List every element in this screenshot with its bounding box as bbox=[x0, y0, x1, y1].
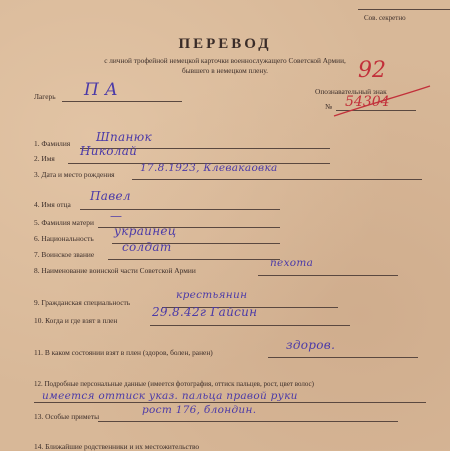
field-11-value: здоров. bbox=[286, 338, 336, 352]
field-6-label: 6. Национальность bbox=[34, 234, 94, 243]
field-13-rule bbox=[98, 421, 398, 422]
id-number-value: 54304 bbox=[345, 94, 390, 110]
field-8-label: 8. Наименование воинской части Советской Армии bbox=[34, 266, 196, 275]
subtitle-line-2: бывшего в немецком плену. bbox=[182, 66, 268, 75]
field-3-rule bbox=[132, 179, 422, 180]
field-14-label: 14. Ближайшие родственники и их местожительство bbox=[34, 442, 200, 451]
field-6-value: украинец bbox=[114, 224, 177, 238]
classification-label: Сов. секретно bbox=[364, 14, 406, 22]
field-13-value: рост 176, блондин. bbox=[142, 404, 257, 416]
field-12-value: имеется оттиск указ. пальца правой руки bbox=[42, 390, 298, 402]
field-13-label: 13. Особые приметы bbox=[34, 412, 100, 421]
field-2-value: Николай bbox=[80, 144, 138, 158]
field-10-label: 10. Когда и где взят в плен bbox=[34, 316, 118, 325]
field-4-value: Павел bbox=[90, 189, 131, 203]
red-annotation: 92 bbox=[358, 58, 386, 83]
field-7-label: 7. Воинское звание bbox=[34, 250, 95, 259]
red-underline-stroke bbox=[330, 78, 435, 120]
id-number-prefix: № bbox=[325, 102, 333, 111]
field-12-label: 12. Подробные персональные данные (имеется фотография, оттиск пальцев, рост, цвет волос) bbox=[34, 380, 314, 388]
field-3-label: 3. Дата и место рождения bbox=[34, 170, 115, 179]
camp-label: Лагерь bbox=[34, 92, 56, 101]
field-8-rule bbox=[258, 275, 398, 276]
field-11-rule bbox=[268, 357, 418, 358]
field-7-value: солдат bbox=[122, 240, 172, 254]
classification-rule bbox=[358, 9, 450, 10]
field-9-label: 9. Гражданская специальность bbox=[34, 298, 131, 307]
field-3-value: 17.8.1923, Клевакаовка bbox=[140, 162, 278, 174]
field-1-value: Шпанюк bbox=[96, 130, 153, 144]
field-10-rule bbox=[150, 325, 350, 326]
field-10-value: 29.8.42г Гайсин bbox=[152, 305, 258, 319]
subtitle-line-1: с личной трофейной немецкой карточки военнослужащего Советской Армии, bbox=[104, 56, 346, 65]
camp-rule bbox=[62, 101, 182, 102]
id-mark-label: Опознавательный знак bbox=[315, 87, 387, 96]
field-7-rule bbox=[108, 259, 280, 260]
field-12-rule bbox=[34, 402, 426, 403]
field-1-label: 1. Фамилия bbox=[34, 139, 71, 148]
field-9-value: крестьянин bbox=[176, 289, 248, 301]
field-5-label: 5. Фамилия матери bbox=[34, 218, 94, 227]
field-2-label: 2. Имя bbox=[34, 154, 55, 163]
field-11-label: 11. В каком состоянии взят в плен (здоров, болен, ранен) bbox=[34, 348, 213, 357]
document-title: ПЕРЕВОД bbox=[178, 36, 272, 52]
document-subtitle bbox=[40, 56, 410, 76]
camp-value: П А bbox=[84, 80, 119, 100]
field-5-value: — bbox=[110, 209, 123, 223]
field-4-label: 4. Имя отца bbox=[34, 200, 71, 209]
field-8-value: пехота bbox=[270, 257, 314, 269]
